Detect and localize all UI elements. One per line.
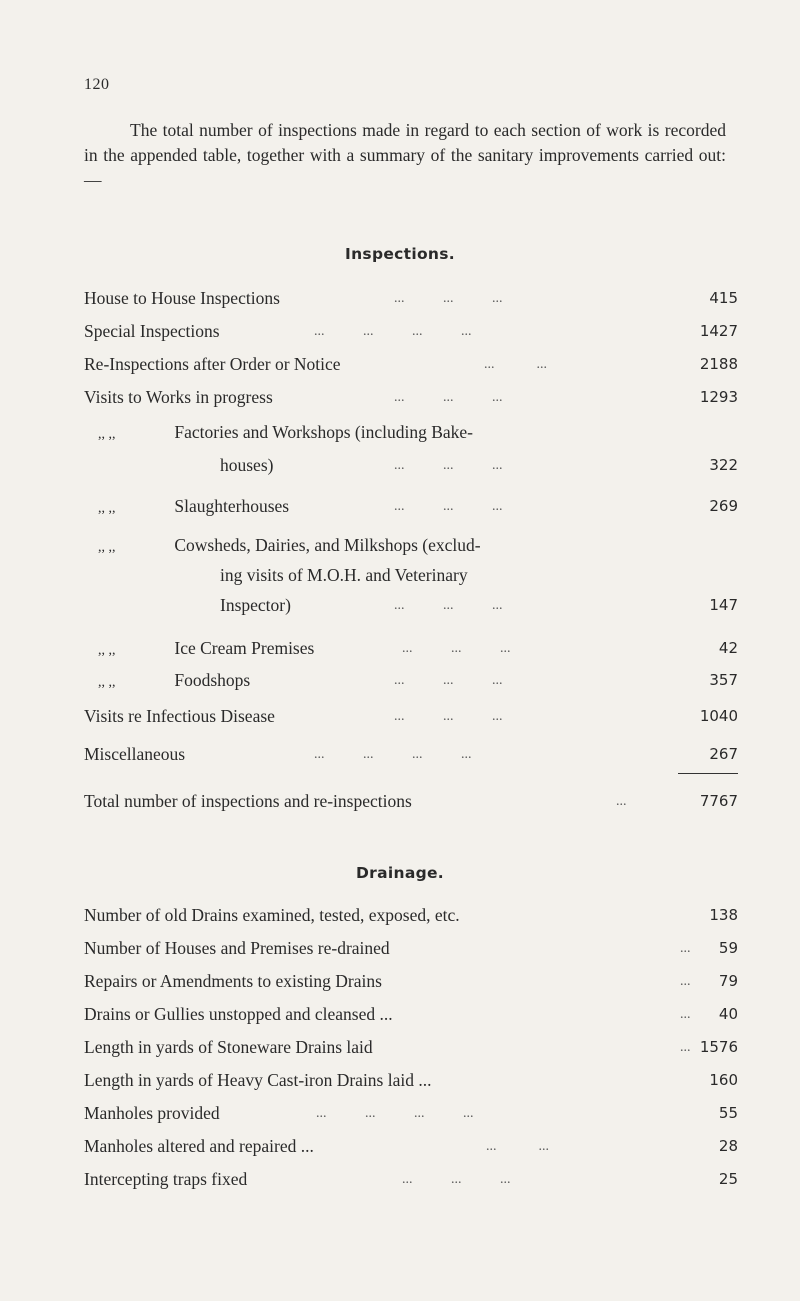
inspections-row xyxy=(84,420,738,447)
inspections-row xyxy=(84,533,738,560)
leader-dots: ... xyxy=(680,1040,691,1055)
row-value: 28 xyxy=(718,1137,738,1155)
leader-dots: ... xyxy=(680,941,691,956)
ditto-marks: ,, ,, xyxy=(98,501,116,516)
row-label: Visits re Infectious Disease xyxy=(84,706,275,726)
row-value: 1293 xyxy=(699,388,738,406)
inspections-row-continued xyxy=(84,453,738,478)
row-label: Special Inspections xyxy=(84,321,220,341)
inspections-row xyxy=(84,742,738,767)
total-rule xyxy=(678,773,738,774)
drainage-row xyxy=(84,1035,738,1060)
row-label: Manholes altered and repaired ... xyxy=(84,1136,314,1156)
row-label: Length in yards of Heavy Cast-iron Drains laid ... xyxy=(84,1070,432,1090)
row-label: Ice Cream Premises xyxy=(174,638,315,658)
row-label: Re-Inspections after Order or Notice xyxy=(84,354,341,374)
row-value: 357 xyxy=(709,671,738,689)
leader-dots: ... ... ... xyxy=(394,598,503,613)
inspections-row-continued xyxy=(84,593,738,618)
row-label: Miscellaneous xyxy=(84,744,186,764)
drainage-row xyxy=(84,1068,738,1093)
drainage-row xyxy=(84,1101,738,1126)
leader-dots: ... xyxy=(680,974,691,989)
leader-dots: ... ... ... xyxy=(402,1172,511,1187)
row-value: 40 xyxy=(718,1005,738,1023)
leader-dots: ... xyxy=(680,1007,691,1022)
inspections-row xyxy=(84,352,738,377)
leader-dots: ... ... xyxy=(486,1139,549,1154)
drainage-heading: Drainage. xyxy=(356,864,444,882)
drainage-row xyxy=(84,1002,738,1027)
row-value: 2188 xyxy=(699,355,738,373)
leader-dots: ... ... ... xyxy=(394,499,503,514)
row-label: Number of old Drains examined, tested, exposed, etc. xyxy=(84,905,460,925)
leader-dots: ... xyxy=(616,794,627,809)
ditto-marks: ,, ,, xyxy=(98,427,116,442)
row-value: 1040 xyxy=(699,707,738,725)
row-label: Visits to Works in progress xyxy=(84,387,273,407)
leader-dots: ... ... ... ... xyxy=(314,747,472,762)
row-label: House to House Inspections xyxy=(84,288,280,308)
row-label: Cowsheds, Dairies, and Milkshops (exclud- xyxy=(174,535,481,555)
row-value: 269 xyxy=(709,497,738,515)
total-value: 7767 xyxy=(699,792,738,810)
inspections-row xyxy=(84,494,738,521)
row-value: 79 xyxy=(718,972,738,990)
total-label: Total number of inspections and re-inspections xyxy=(84,791,412,811)
leader-dots: ... ... ... xyxy=(394,390,503,405)
leader-dots: ... ... xyxy=(484,357,547,372)
inspections-total-row xyxy=(84,789,738,814)
row-value: 322 xyxy=(709,456,738,474)
inspections-row xyxy=(84,636,738,663)
inspections-row xyxy=(84,668,738,695)
intro-paragraph: The total number of inspections made in regard to each section of work is recorded in the appended table, together with a summary of the sanitary improvements carried out:— xyxy=(84,120,726,190)
row-value: 55 xyxy=(718,1104,738,1122)
drainage-row xyxy=(84,903,738,928)
ditto-marks: ,, ,, xyxy=(98,540,116,555)
leader-dots: ... ... ... xyxy=(394,291,503,306)
leader-dots: ... ... ... xyxy=(394,673,503,688)
row-label: Length in yards of Stoneware Drains laid xyxy=(84,1037,373,1057)
row-label: houses) xyxy=(220,455,274,475)
row-value: 415 xyxy=(709,289,738,307)
leader-dots: ... ... ... ... xyxy=(316,1106,474,1121)
row-value: 138 xyxy=(709,906,738,924)
drainage-row xyxy=(84,936,738,961)
ditto-marks: ,, ,, xyxy=(98,643,116,658)
inspections-row xyxy=(84,704,738,729)
leader-dots: ... ... ... ... xyxy=(314,324,472,339)
leader-dots: ... ... ... xyxy=(394,709,503,724)
row-label: ing visits of M.O.H. and Veterinary xyxy=(220,565,468,585)
row-label: Inspector) xyxy=(220,595,291,615)
inspections-row xyxy=(84,319,738,344)
row-value: 1576 xyxy=(699,1038,738,1056)
leader-dots: ... ... ... xyxy=(402,641,511,656)
row-value: 42 xyxy=(718,639,738,657)
row-value: 1427 xyxy=(699,322,738,340)
drainage-row xyxy=(84,1167,738,1192)
row-label: Foodshops xyxy=(174,670,251,690)
leader-dots: ... ... ... xyxy=(394,458,503,473)
inspections-row xyxy=(84,385,738,410)
row-value: 267 xyxy=(709,745,738,763)
ditto-marks: ,, ,, xyxy=(98,675,116,690)
row-label: Repairs or Amendments to existing Drains xyxy=(84,971,382,991)
inspections-row-continued xyxy=(84,563,738,588)
row-label: Drains or Gullies unstopped and cleansed ... xyxy=(84,1004,393,1024)
row-label: Number of Houses and Premises re-drained xyxy=(84,938,390,958)
row-label: Slaughterhouses xyxy=(174,496,290,516)
row-label: Manholes provided xyxy=(84,1103,220,1123)
row-label: Factories and Workshops (including Bake- xyxy=(174,422,474,442)
row-value: 160 xyxy=(709,1071,738,1089)
row-value: 25 xyxy=(718,1170,738,1188)
inspections-row xyxy=(84,286,738,311)
row-value: 59 xyxy=(718,939,738,957)
drainage-row xyxy=(84,1134,738,1159)
row-value: 147 xyxy=(709,596,738,614)
drainage-row xyxy=(84,969,738,994)
page-number: 120 xyxy=(84,76,110,93)
inspections-heading: Inspections. xyxy=(345,245,455,263)
row-label: Intercepting traps fixed xyxy=(84,1169,248,1189)
